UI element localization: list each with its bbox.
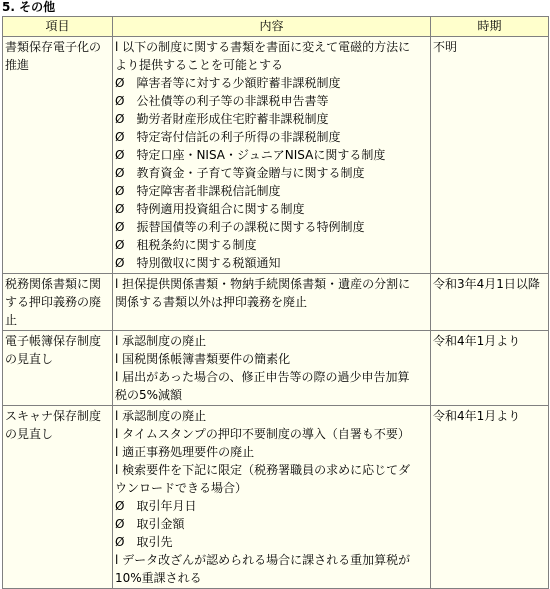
row-item-text: スキャナ保存制度の見直し [5,409,102,441]
content-line: l 国税関係帳簿書類要件の簡素化 [115,352,291,366]
row-item-text: 電子帳簿保存制度の見直し [5,334,102,366]
content-line: 10%重課される [115,571,202,585]
row-period-text: 不明 [433,40,458,54]
row-content [113,37,431,274]
row-content [113,406,431,589]
content-line: 税の5%減額 [115,388,183,402]
content-line: Ø 租税条約に関する制度 [115,238,257,252]
header-item: 項目 [3,17,113,37]
row-item [3,406,113,589]
row-period [431,406,549,589]
content-line: Ø 特別徴収に関する税額通知 [115,256,281,270]
content-line: Ø 取引年月日 [115,499,197,513]
content-line: Ø 特例適用投資組合に関する制度 [115,202,305,216]
header-content: 内容 [113,17,431,37]
content-line: l データ改ざんが認められる場合に課される重加算税が [115,553,411,567]
row-item [3,274,113,331]
row-period [431,331,549,406]
content-line: l 適正事務処理要件の廃止 [115,445,255,459]
content-line: l 検索要件を下記に限定（税務署職員の求めに応じてダ [115,463,411,477]
row-content [113,274,431,331]
content-line: Ø 特定寄付信託の利子所得の非課税制度 [115,130,341,144]
section-title: 5. その他 [2,0,56,14]
content-line: l 担保提供関係書類・物納手続関係書類・遺産の分割に [115,277,411,291]
row-period [431,37,549,274]
content-line: Ø 障害者等に対する少額貯蓄非課税制度 [115,76,341,90]
row-item [3,37,113,274]
row-item-text: 書類保存電子化の推進 [5,40,102,72]
content-line: l 以下の制度に関する書類を書面に変えて電磁的方法に [115,40,411,54]
content-line: l 承認制度の廃止 [115,334,207,348]
table-row [3,274,549,331]
content-line: ウンロードできる場合） [115,481,248,495]
content-line: より提供することを可能とする [115,58,284,72]
content-line: l 承認制度の廃止 [115,409,207,423]
row-content [113,331,431,406]
content-line: Ø 勤労者財産形成住宅貯蓄非課税制度 [115,112,329,126]
row-period-text: 令和4年1月より [433,409,521,423]
content-line: l タイムスタンプの押印不要制度の導入（自署も不要） [115,427,410,441]
content-line: Ø 公社債等の利子等の非課税申告書等 [115,94,329,108]
row-item-text: 税務関係書類に関する押印義務の廃止 [5,277,102,327]
header-period: 時期 [431,17,549,37]
row-period [431,274,549,331]
content-line: l 届出があった場合の、修正申告等の際の過少申告加算 [115,370,410,384]
info-table [2,16,549,589]
content-line: 関係する書類以外は押印義務を廃止 [115,295,308,309]
content-line: Ø 振替国債等の利子の課税に関する特例制度 [115,220,365,234]
table-row [3,37,549,274]
table-row [3,406,549,589]
row-item [3,331,113,406]
row-period-text: 令和3年4月1日以降 [433,277,540,291]
content-line: Ø 教育資金・子育て等資金贈与に関する制度 [115,166,365,180]
table-header-row [3,17,549,37]
content-line: Ø 取引先 [115,535,173,549]
content-line: Ø 特定障害者非課税信託制度 [115,184,281,198]
table-row [3,331,549,406]
content-line: Ø 特定口座・NISA・ジュニアNISAに関する制度 [115,148,386,162]
row-period-text: 令和4年1月より [433,334,521,348]
table-body [3,37,549,589]
content-line: Ø 取引金額 [115,517,185,531]
